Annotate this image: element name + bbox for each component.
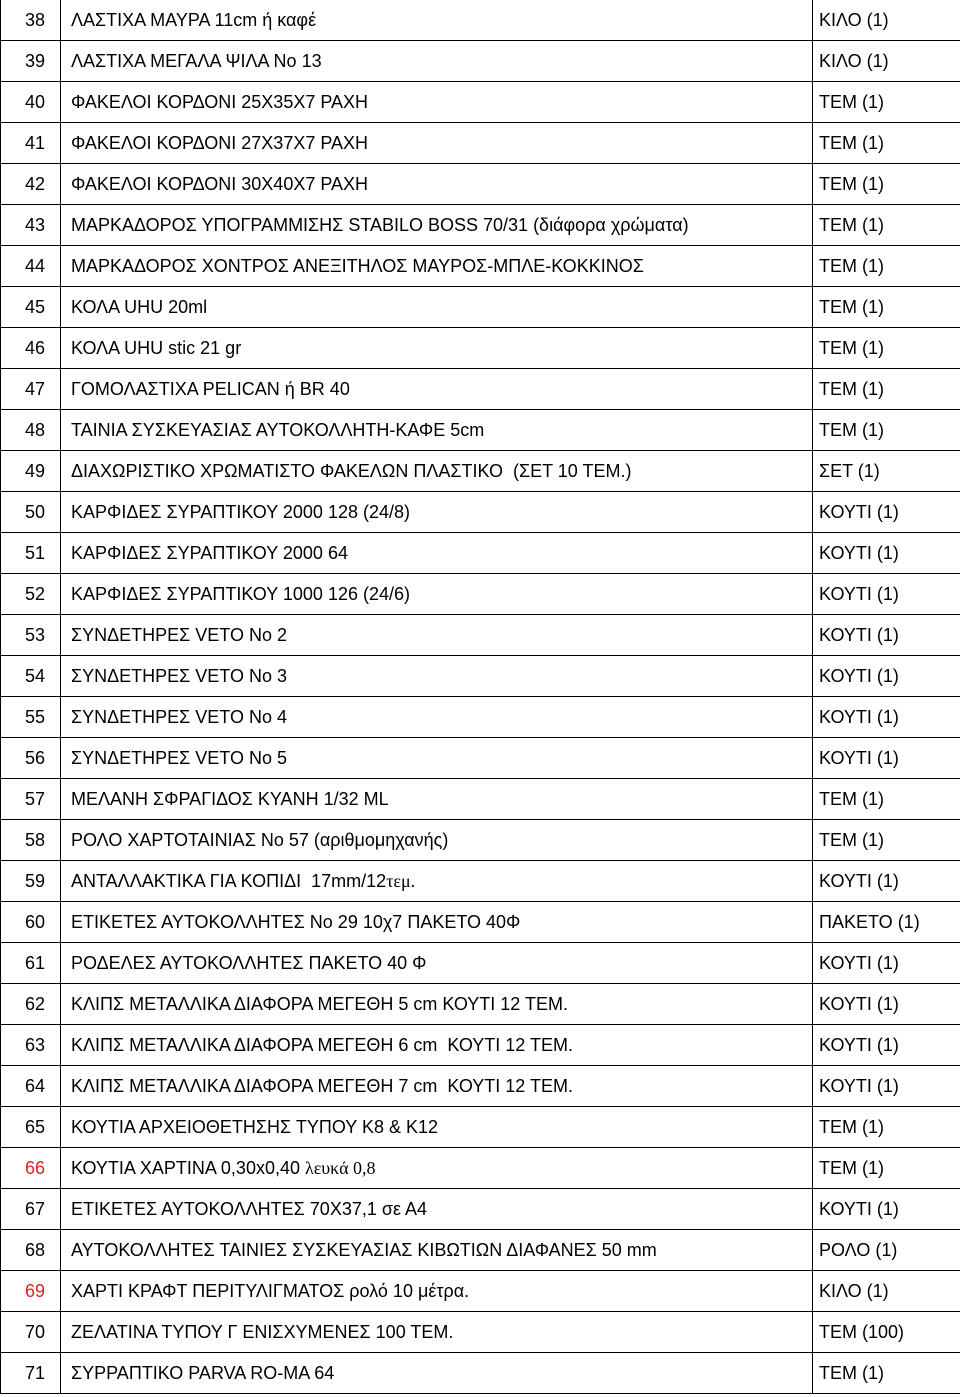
item-unit: ΤΕΜ (1) bbox=[813, 369, 960, 410]
item-number: 48 bbox=[1, 410, 61, 451]
item-description bbox=[61, 1271, 813, 1312]
item-description-text: ΤΑΙΝΙΑ ΣΥΣΚΕΥΑΣΙΑΣ ΑΥΤΟΚΟΛΛΗΤΗ-ΚΑΦΕ 5cm bbox=[71, 419, 485, 440]
item-description-text: ΛΑΣΤΙΧΑ ΜΕΓΑΛΑ ΨΙΛΑ Νο 13 bbox=[71, 50, 322, 71]
item-unit: ΚΟΥΤΙ (1) bbox=[813, 533, 960, 574]
table-row bbox=[1, 123, 960, 164]
table-row bbox=[1, 1107, 960, 1148]
item-number: 54 bbox=[1, 656, 61, 697]
table-row bbox=[1, 1312, 960, 1353]
item-description-text: ΕΤΙΚΕΤΕΣ ΑΥΤΟΚΟΛΛΗΤΕΣ Νο 29 10χ7 ΠΑΚΕΤΟ 40Φ bbox=[71, 911, 521, 932]
item-description-text: ΚΟΥΤΙΑ ΑΡΧΕΙΟΘΕΤΗΣΗΣ ΤΥΠΟΥ Κ8 & Κ12 bbox=[71, 1116, 439, 1137]
item-unit: ΡΟΛΟ (1) bbox=[813, 1230, 960, 1271]
item-number: 41 bbox=[1, 123, 61, 164]
item-unit: ΤΕΜ (1) bbox=[813, 779, 960, 820]
item-description bbox=[61, 1189, 813, 1230]
item-description-text: ΚΑΡΦΙΔΕΣ ΣΥΡΑΠΤΙΚΟΥ 1000 126 (24/6) bbox=[71, 583, 410, 604]
item-unit: ΤΕΜ (1) bbox=[813, 205, 960, 246]
item-unit: ΤΕΜ (1) bbox=[813, 328, 960, 369]
item-number: 57 bbox=[1, 779, 61, 820]
table-row bbox=[1, 697, 960, 738]
table-row bbox=[1, 41, 960, 82]
table-row bbox=[1, 615, 960, 656]
item-description bbox=[61, 410, 813, 451]
item-description bbox=[61, 1148, 813, 1189]
item-description-text: ΚΛΙΠΣ ΜΕΤΑΛΛΙΚΑ ΔΙΑΦΟΡΑ ΜΕΓΕΘΗ 7 cm ΚΟΥΤΙ 12 ΤΕΜ. bbox=[71, 1075, 573, 1096]
table-row bbox=[1, 82, 960, 123]
item-number: 61 bbox=[1, 943, 61, 984]
item-description-text: ΣΥΝΔΕΤΗΡΕΣ VETO No 5 bbox=[71, 747, 287, 768]
item-description-text: ΔΙΑΧΩΡΙΣΤΙΚΟ ΧΡΩΜΑΤΙΣΤΟ ΦΑΚΕΛΩΝ ΠΛΑΣΤΙΚΟ (ΣΕΤ 10 ΤΕΜ.) bbox=[71, 460, 632, 481]
item-description-text: ΓΟΜΟΛΑΣΤΙΧΑ PELICAN ή BR 40 bbox=[71, 378, 350, 399]
item-description-text: ΚΟΥΤΙΑ ΧΑΡΤΙΝΑ 0,30x0,40 bbox=[71, 1157, 305, 1178]
item-unit: ΚΟΥΤΙ (1) bbox=[813, 738, 960, 779]
item-description bbox=[61, 1312, 813, 1353]
item-number: 64 bbox=[1, 1066, 61, 1107]
item-description bbox=[61, 697, 813, 738]
item-description-text: ΜΑΡΚΑΔΟΡΟΣ ΧΟΝΤΡΟΣ ΑΝΕΞΙΤΗΛΟΣ ΜΑΥΡΟΣ-ΜΠΛΕ-ΚΟΚΚΙΝΟΣ bbox=[71, 255, 644, 276]
item-description-text: ΦΑΚΕΛΟΙ ΚΟΡΔΟΝΙ 30Χ40Χ7 ΡΑΧΗ bbox=[71, 173, 369, 194]
item-description bbox=[61, 615, 813, 656]
item-description-text: ΡΟΛΟ ΧΑΡΤΟΤΑΙΝΙΑΣ Νο 57 (αριθμομηχανής) bbox=[71, 829, 449, 850]
item-description bbox=[61, 820, 813, 861]
item-unit: ΚΙΛΟ (1) bbox=[813, 1271, 960, 1312]
item-description bbox=[61, 984, 813, 1025]
item-description bbox=[61, 533, 813, 574]
item-number: 68 bbox=[1, 1230, 61, 1271]
item-description bbox=[61, 246, 813, 287]
item-unit: ΤΕΜ (1) bbox=[813, 287, 960, 328]
item-unit: ΚΟΥΤΙ (1) bbox=[813, 861, 960, 902]
table-row bbox=[1, 984, 960, 1025]
item-number: 39 bbox=[1, 41, 61, 82]
item-description-text: ΛΑΣΤΙΧΑ ΜΑΥΡΑ 11cm ή καφέ bbox=[71, 9, 317, 30]
item-number: 49 bbox=[1, 451, 61, 492]
item-description-text: ΣΥΝΔΕΤΗΡΕΣ VETO No 2 bbox=[71, 624, 287, 645]
item-unit: ΚΟΥΤΙ (1) bbox=[813, 492, 960, 533]
item-number: 69 bbox=[1, 1271, 61, 1312]
item-unit: ΚΟΥΤΙ (1) bbox=[813, 943, 960, 984]
items-table-body bbox=[1, 0, 960, 1394]
item-description bbox=[61, 287, 813, 328]
item-number: 63 bbox=[1, 1025, 61, 1066]
item-description-text: ΦΑΚΕΛΟΙ ΚΟΡΔΟΝΙ 25Χ35Χ7 ΡΑΧΗ bbox=[71, 91, 369, 112]
item-description-text: ΚΛΙΠΣ ΜΕΤΑΛΛΙΚΑ ΔΙΑΦΟΡΑ ΜΕΓΕΘΗ 5 cm ΚΟΥΤΙ 12 ΤΕΜ. bbox=[71, 993, 568, 1014]
table-row bbox=[1, 492, 960, 533]
table-row bbox=[1, 1271, 960, 1312]
item-description-text: ΣΥΡΡΑΠΤΙΚΟ PARVA RO-MA 64 bbox=[71, 1362, 335, 1383]
item-unit: ΤΕΜ (100) bbox=[813, 1312, 960, 1353]
item-description-text: ΣΥΝΔΕΤΗΡΕΣ VETO No 3 bbox=[71, 665, 287, 686]
item-description bbox=[61, 164, 813, 205]
item-description-text: ΜΕΛΑΝΗ ΣΦΡΑΓΙΔΟΣ ΚΥΑΝΗ 1/32 ML bbox=[71, 788, 389, 809]
item-description-suffix: λευκά 0,8 bbox=[304, 1157, 376, 1178]
item-number: 59 bbox=[1, 861, 61, 902]
item-unit: ΚΙΛΟ (1) bbox=[813, 0, 960, 41]
item-number: 42 bbox=[1, 164, 61, 205]
table-row bbox=[1, 410, 960, 451]
item-number: 47 bbox=[1, 369, 61, 410]
item-description-text: ΦΑΚΕΛΟΙ ΚΟΡΔΟΝΙ 27Χ37Χ7 ΡΑΧΗ bbox=[71, 132, 369, 153]
table-row bbox=[1, 779, 960, 820]
item-number: 46 bbox=[1, 328, 61, 369]
table-row bbox=[1, 738, 960, 779]
item-unit: ΚΙΛΟ (1) bbox=[813, 41, 960, 82]
item-number: 51 bbox=[1, 533, 61, 574]
table-row bbox=[1, 164, 960, 205]
item-number: 70 bbox=[1, 1312, 61, 1353]
item-description-suffix: τεμ. bbox=[386, 870, 416, 891]
table-row bbox=[1, 246, 960, 287]
item-description-text: ΡΟΔΕΛΕΣ ΑΥΤΟΚΟΛΛΗΤΕΣ ΠΑΚΕΤΟ 40 Φ bbox=[71, 952, 427, 973]
item-description bbox=[61, 1066, 813, 1107]
table-row bbox=[1, 1189, 960, 1230]
item-description bbox=[61, 1353, 813, 1394]
item-description bbox=[61, 943, 813, 984]
table-row bbox=[1, 0, 960, 41]
item-description bbox=[61, 738, 813, 779]
item-description-text: ΚΛΙΠΣ ΜΕΤΑΛΛΙΚΑ ΔΙΑΦΟΡΑ ΜΕΓΕΘΗ 6 cm ΚΟΥΤΙ 12 ΤΕΜ. bbox=[71, 1034, 573, 1055]
item-description bbox=[61, 451, 813, 492]
item-description bbox=[61, 205, 813, 246]
table-row bbox=[1, 820, 960, 861]
table-row bbox=[1, 943, 960, 984]
item-unit: ΤΕΜ (1) bbox=[813, 164, 960, 205]
item-unit: ΣΕΤ (1) bbox=[813, 451, 960, 492]
table-row bbox=[1, 451, 960, 492]
item-unit: ΚΟΥΤΙ (1) bbox=[813, 1025, 960, 1066]
item-number: 53 bbox=[1, 615, 61, 656]
item-number: 50 bbox=[1, 492, 61, 533]
item-unit: ΚΟΥΤΙ (1) bbox=[813, 1189, 960, 1230]
item-description bbox=[61, 328, 813, 369]
item-unit: ΚΟΥΤΙ (1) bbox=[813, 1066, 960, 1107]
item-description-text: ΑΥΤΟΚΟΛΛΗΤΕΣ ΤΑΙΝΙΕΣ ΣΥΣΚΕΥΑΣΙΑΣ ΚΙΒΩΤΙΩΝ ΔΙΑΦΑΝΕΣ 50 mm bbox=[71, 1239, 657, 1260]
item-number: 58 bbox=[1, 820, 61, 861]
table-row bbox=[1, 1025, 960, 1066]
table-row bbox=[1, 1148, 960, 1189]
item-unit: ΚΟΥΤΙ (1) bbox=[813, 615, 960, 656]
item-unit: ΚΟΥΤΙ (1) bbox=[813, 656, 960, 697]
item-description-text: ΣΥΝΔΕΤΗΡΕΣ VETO No 4 bbox=[71, 706, 287, 727]
item-description bbox=[61, 656, 813, 697]
item-number: 43 bbox=[1, 205, 61, 246]
item-description-text: ΚΟΛΑ UHU 20ml bbox=[71, 296, 208, 317]
item-unit: ΤΕΜ (1) bbox=[813, 246, 960, 287]
item-description bbox=[61, 41, 813, 82]
item-unit: ΠΑΚΕΤΟ (1) bbox=[813, 902, 960, 943]
table-row bbox=[1, 205, 960, 246]
item-unit: ΤΕΜ (1) bbox=[813, 1148, 960, 1189]
item-unit: ΤΕΜ (1) bbox=[813, 410, 960, 451]
table-row bbox=[1, 861, 960, 902]
item-number: 38 bbox=[1, 0, 61, 41]
item-number: 55 bbox=[1, 697, 61, 738]
item-description bbox=[61, 492, 813, 533]
table-row bbox=[1, 1230, 960, 1271]
item-description bbox=[61, 574, 813, 615]
item-description-text: ΚΑΡΦΙΔΕΣ ΣΥΡΑΠΤΙΚΟΥ 2000 128 (24/8) bbox=[71, 501, 410, 522]
item-description-text: ΚΟΛΑ UHU stic 21 gr bbox=[71, 337, 242, 358]
table-row bbox=[1, 533, 960, 574]
item-description-text: ΚΑΡΦΙΔΕΣ ΣΥΡΑΠΤΙΚΟΥ 2000 64 bbox=[71, 542, 348, 563]
table-row bbox=[1, 656, 960, 697]
item-number: 67 bbox=[1, 1189, 61, 1230]
item-unit: ΤΕΜ (1) bbox=[813, 82, 960, 123]
item-description-text: ΑΝΤΑΛΛΑΚΤΙΚΑ ΓΙΑ ΚΟΠΙΔΙ 17mm/12 bbox=[71, 870, 387, 891]
item-unit: ΚΟΥΤΙ (1) bbox=[813, 697, 960, 738]
item-number: 65 bbox=[1, 1107, 61, 1148]
item-number: 45 bbox=[1, 287, 61, 328]
item-description bbox=[61, 1230, 813, 1271]
item-number: 62 bbox=[1, 984, 61, 1025]
item-unit: ΚΟΥΤΙ (1) bbox=[813, 984, 960, 1025]
item-description bbox=[61, 82, 813, 123]
table-row bbox=[1, 574, 960, 615]
item-unit: ΤΕΜ (1) bbox=[813, 123, 960, 164]
table-row bbox=[1, 1066, 960, 1107]
item-unit: ΤΕΜ (1) bbox=[813, 820, 960, 861]
item-number: 71 bbox=[1, 1353, 61, 1394]
item-description-text: ΖΕΛΑΤΙΝΑ ΤΥΠΟΥ Γ ΕΝΙΣΧΥΜΕΝΕΣ 100 ΤΕΜ. bbox=[71, 1321, 454, 1342]
item-unit: ΤΕΜ (1) bbox=[813, 1353, 960, 1394]
item-description-text: ΕΤΙΚΕΤΕΣ ΑΥΤΟΚΟΛΛΗΤΕΣ 70Χ37,1 σε Α4 bbox=[71, 1198, 428, 1219]
item-description bbox=[61, 1107, 813, 1148]
item-number: 56 bbox=[1, 738, 61, 779]
item-description bbox=[61, 779, 813, 820]
item-unit: ΚΟΥΤΙ (1) bbox=[813, 574, 960, 615]
item-description-text: ΜΑΡΚΑΔΟΡΟΣ ΥΠΟΓΡΑΜΜΙΣΗΣ STABILO BOSS 70/31 (διάφορα χρώματα) bbox=[71, 214, 689, 235]
item-description bbox=[61, 1025, 813, 1066]
table-row bbox=[1, 328, 960, 369]
item-description bbox=[61, 0, 813, 41]
item-number: 52 bbox=[1, 574, 61, 615]
item-number: 44 bbox=[1, 246, 61, 287]
item-description-text: ΧΑΡΤΙ ΚΡΑΦΤ ΠΕΡΙΤΥΛΙΓΜΑΤΟΣ ρολό 10 μέτρα. bbox=[71, 1280, 470, 1301]
table-row bbox=[1, 287, 960, 328]
item-description bbox=[61, 369, 813, 410]
item-description bbox=[61, 902, 813, 943]
item-number: 66 bbox=[1, 1148, 61, 1189]
table-row bbox=[1, 1353, 960, 1394]
item-description bbox=[61, 123, 813, 164]
item-number: 60 bbox=[1, 902, 61, 943]
table-row bbox=[1, 902, 960, 943]
table-row bbox=[1, 369, 960, 410]
item-unit: ΤΕΜ (1) bbox=[813, 1107, 960, 1148]
item-number: 40 bbox=[1, 82, 61, 123]
item-description bbox=[61, 861, 813, 902]
